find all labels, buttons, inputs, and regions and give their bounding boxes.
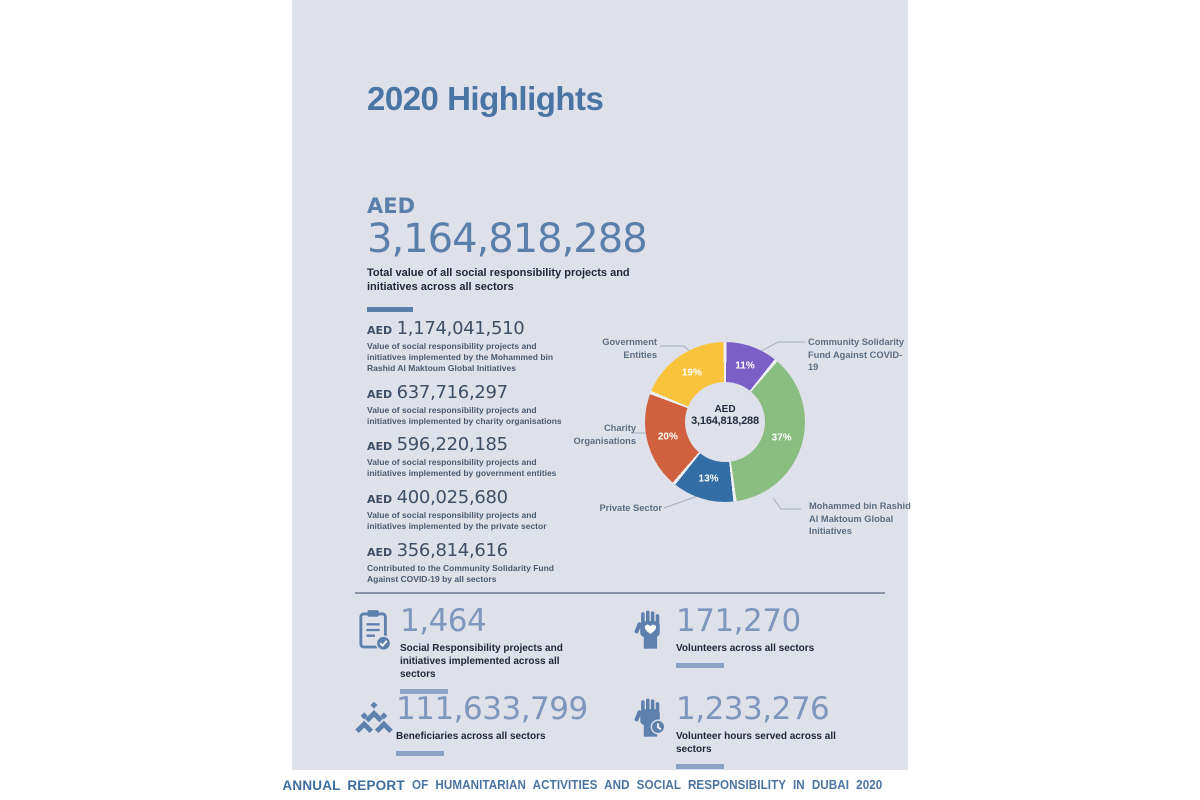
slice-label-mbr-global-initiatives: Mohammed bin Rashid Al Maktoum Global Initiatives [809, 501, 911, 537]
breakdown-item [367, 382, 597, 427]
donut-center-text [665, 404, 785, 427]
breakdown-currency: AED [367, 440, 393, 453]
stat-description: Social Responsibility projects and initiatives implemented across all sectors [400, 643, 563, 681]
breakdown-description: Contributed to the Community Solidarity Fund Against COVID-19 by all sectors [367, 563, 554, 585]
stat-value: 1,464 [400, 603, 487, 639]
slice-label-private-sector: Private Sector [599, 503, 662, 513]
people-icon [354, 700, 394, 739]
stat-description: Volunteers across all sectors [676, 643, 815, 655]
breakdown-amount: 637,716,297 [396, 382, 508, 403]
hero-total [367, 194, 687, 312]
stat-volunteer-hours [634, 692, 904, 769]
hero-currency: AED [367, 194, 416, 218]
slice-label-charity-organisations: Charity Organisations [573, 423, 636, 446]
breakdown-amount: 400,025,680 [396, 487, 508, 508]
accent-bar [676, 663, 724, 668]
breakdown-description: Value of social responsibility projects and initiatives implemented by government entities [367, 457, 557, 479]
stat-value: 1,233,276 [676, 691, 830, 727]
stat-value: 171,270 [676, 603, 801, 639]
accent-bar [367, 307, 413, 312]
slice-percent-label: 20% [657, 431, 678, 443]
stat-description: Beneficiaries across all sectors [396, 731, 546, 743]
slice-label-community-solidarity-fund: Community Solidarity Fund Against COVID-19 [808, 337, 905, 373]
breakdown-amount: 596,220,185 [396, 434, 508, 455]
breakdown-description: Value of social responsibility projects and initiatives implemented by the private sector [367, 510, 547, 532]
breakdown-currency: AED [367, 493, 393, 506]
slice-percent-label: 19% [681, 367, 702, 379]
footer-title-bold: ANNUAL REPORT [282, 777, 405, 793]
accent-bar [676, 764, 724, 769]
hero-amount: 3,164,818,288 [367, 216, 647, 262]
breakdown-amount: 1,174,041,510 [396, 318, 525, 339]
stat-volunteers [634, 604, 904, 668]
breakdown-currency: AED [367, 324, 393, 337]
slice-percent-label: 13% [698, 473, 719, 485]
clipboard-check-icon [358, 608, 392, 657]
slice-label-government-entities: Government Entities [602, 337, 657, 360]
slice-percent-label: 37% [771, 432, 792, 444]
breakdown-description: Value of social responsibility projects and initiatives implemented by the Mohammed bin Rashid Al Maktoum Global Initiatives [367, 341, 554, 374]
accent-bar [396, 751, 444, 756]
breakdown-currency: AED [367, 388, 393, 401]
donut-chart [572, 330, 911, 560]
stat-value: 111,633,799 [396, 691, 588, 727]
stat-description: Volunteer hours served across all sectors [676, 731, 836, 756]
slice-percent-label: 11% [735, 360, 755, 372]
section-divider [355, 592, 885, 594]
footer-title-regular: OF HUMANITARIAN ACTIVITIES AND SOCIAL RESPONSIBILITY IN DUBAI 2020 [411, 778, 883, 792]
breakdown-item [367, 487, 597, 532]
breakdown-item [367, 540, 597, 585]
hero-description: Total value of all social responsibility projects and initiatives across all sectors [367, 267, 630, 294]
page-title: 2020 Highlights [367, 80, 604, 117]
breakdown-currency: AED [367, 546, 393, 559]
breakdown-amount: 356,814,616 [396, 540, 508, 561]
breakdown-item [367, 318, 597, 375]
breakdown-description: Value of social responsibility projects and initiatives implemented by charity organisations [367, 405, 562, 427]
hand-heart-icon [634, 608, 666, 657]
report-page [292, 0, 911, 770]
breakdown-item [367, 434, 597, 479]
report-footer [0, 770, 1200, 800]
hand-clock-icon [634, 696, 666, 745]
donut-center-label: AED [714, 404, 736, 415]
stat-beneficiaries [354, 692, 624, 756]
stat-projects [358, 604, 628, 694]
donut-ring [645, 342, 805, 502]
donut-center-value: 3,164,818,288 [691, 415, 759, 427]
